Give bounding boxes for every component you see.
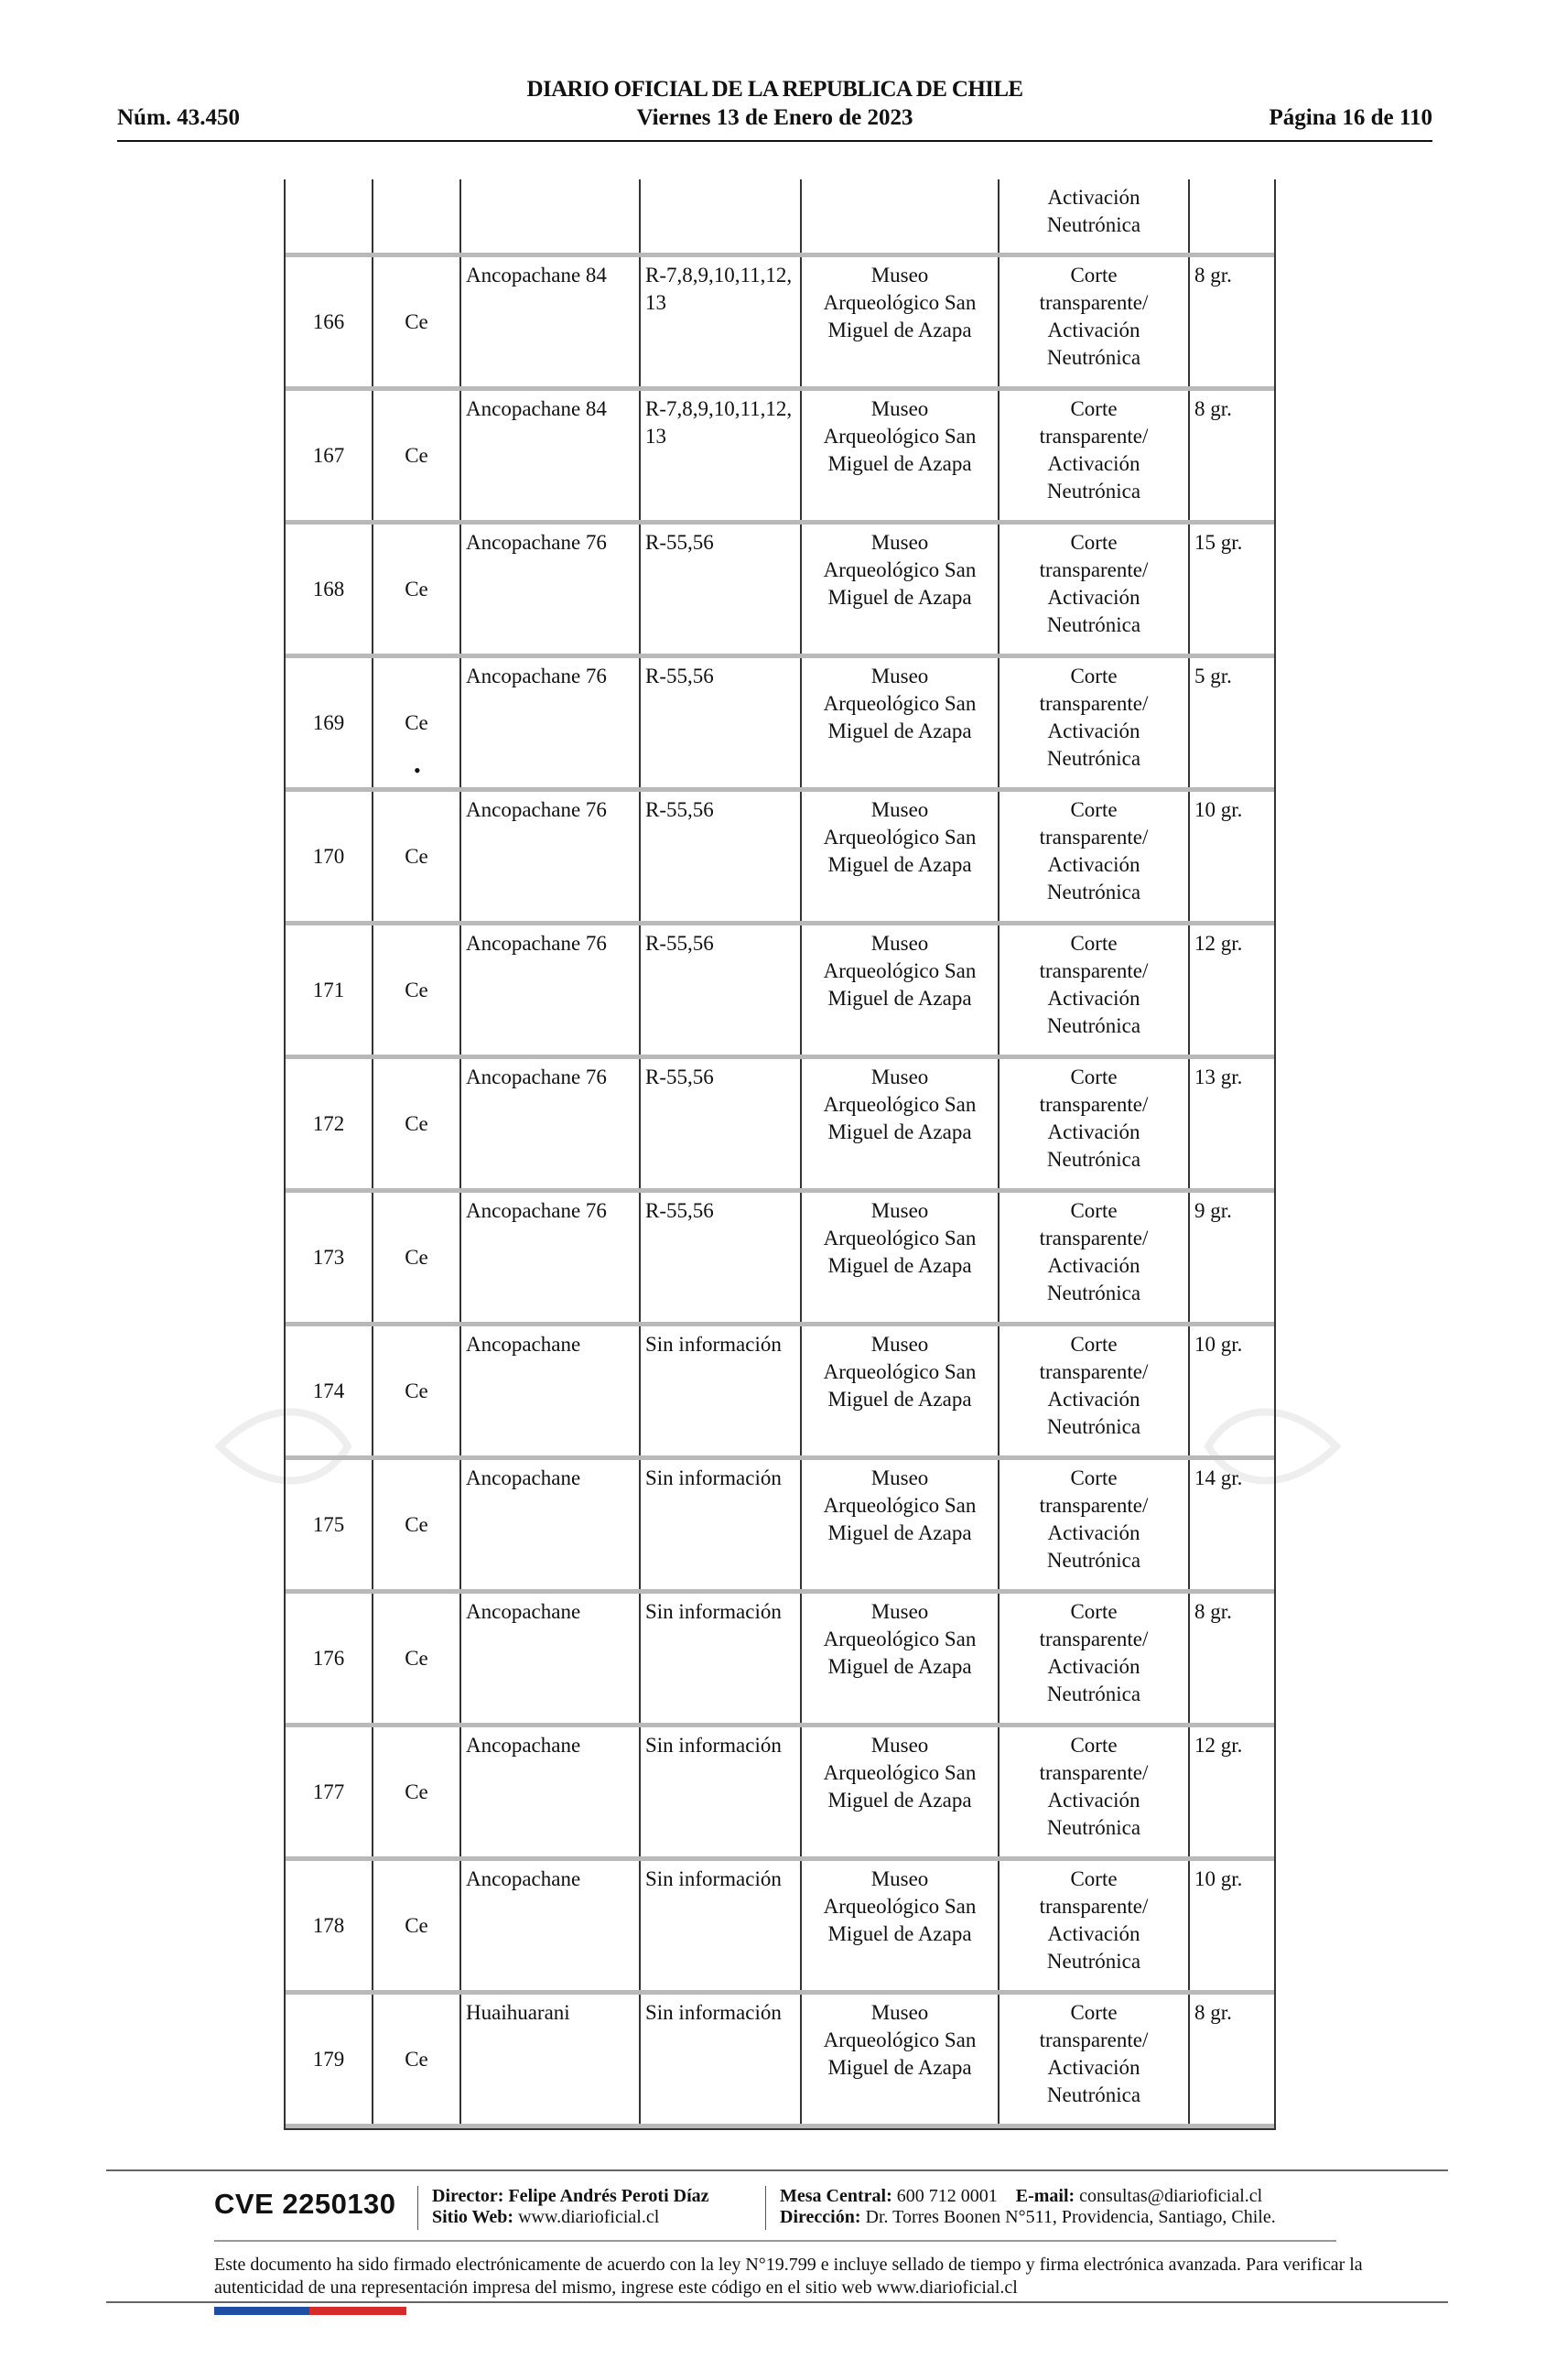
footer-separator: [417, 2186, 418, 2230]
cell-method: Corte transparente/ Activación Neutrónica: [1000, 1193, 1190, 1322]
cell-id: 168: [286, 525, 373, 654]
director-name: Felipe Andrés Peroti Díaz: [508, 2186, 709, 2206]
cell-museum: Museo Arqueológico San Miguel de Azapa: [802, 257, 1000, 386]
cell-element: Ce: [373, 1727, 461, 1856]
footer-separator: [765, 2186, 766, 2230]
table-row: [286, 257, 1274, 391]
cell-museum: Museo Arqueológico San Miguel de Azapa: [802, 1727, 1000, 1856]
cell-element: [373, 179, 461, 253]
cell-method: Corte transparente/ Activación Neutrónica: [1000, 925, 1190, 1055]
cell-site: Ancopachane 76: [461, 658, 641, 787]
cell-method: Corte transparente/ Activación Neutrónica: [1000, 792, 1190, 921]
cell-id: 169: [286, 658, 373, 787]
table-row: [286, 1059, 1274, 1193]
cell-site: Ancopachane: [461, 1326, 641, 1455]
cell-weight: 5 gr.: [1194, 665, 1232, 687]
cell-id: 171: [286, 925, 373, 1055]
cell-museum: Museo Arqueológico San Miguel de Azapa: [802, 1193, 1000, 1322]
cell-weight: 8 gr.: [1194, 264, 1232, 287]
phone: 600 712 0001: [896, 2186, 998, 2206]
cell-id: 167: [286, 391, 373, 520]
cell-reference: Sin información: [641, 1326, 802, 1455]
cell-element: Ce: [373, 1326, 461, 1455]
table-row: [286, 792, 1274, 925]
cell-site: Huaihuarani: [461, 1995, 641, 2124]
cell-weight: 8 gr.: [1194, 397, 1232, 420]
cell-weight: 10 gr.: [1194, 1867, 1243, 1890]
cell-method: Corte transparente/ Activación Neutrónica: [1000, 658, 1190, 787]
legal-notice: Este documento ha sido firmado electrónicamente de acuerdo con la ley N°19.799 e incluye sellado de tiempo y firma electrónica avanzada. Para verificar la autenticidad de una representación impresa del mismo, ingrese este código en el sitio web www.diarioficial.cl: [214, 2255, 1363, 2298]
cell-site: Ancopachane 76: [461, 792, 641, 921]
cell-museum: Museo Arqueológico San Miguel de Azapa: [802, 391, 1000, 520]
footer-rule-bottom: [106, 2301, 1448, 2303]
cell-reference: Sin información: [641, 1995, 802, 2124]
cell-id: [286, 179, 373, 253]
cell-museum: Museo Arqueológico San Miguel de Azapa: [802, 525, 1000, 654]
page-header: [117, 77, 1432, 143]
cell-method: Corte transparente/ Activación Neutrónica: [1000, 1460, 1190, 1589]
email: consultas@diarioficial.cl: [1079, 2186, 1263, 2206]
cell-weight: 14 gr.: [1194, 1466, 1243, 1489]
table-row: [286, 1193, 1274, 1326]
cell-element: Ce: [373, 1059, 461, 1188]
cell-method: Corte transparente/ Activación Neutrónica: [1000, 1059, 1190, 1188]
cell-reference: R-7,8,9,10,11,12,13: [641, 391, 802, 520]
cell-weight: 10 gr.: [1194, 1333, 1243, 1356]
cell-id: 174: [286, 1326, 373, 1455]
cell-reference: R-55,56: [641, 525, 802, 654]
cell-method: Corte transparente/ Activación Neutrónica: [1000, 1326, 1190, 1455]
cell-id: 175: [286, 1460, 373, 1589]
data-table: [284, 179, 1276, 2130]
cell-museum: Museo Arqueológico San Miguel de Azapa: [802, 1861, 1000, 1990]
footer-rule-top: [106, 2169, 1448, 2171]
table-row: [286, 658, 1274, 792]
table-row: [286, 1861, 1274, 1995]
table-row: [286, 925, 1274, 1059]
cell-element: Ce: [373, 1594, 461, 1723]
cell-method: Corte transparente/ Activación Neutrónica: [1000, 257, 1190, 386]
cell-museum: Museo Arqueológico San Miguel de Azapa: [802, 792, 1000, 921]
table-row: [286, 1995, 1274, 2128]
cell-element: Ce: [373, 1995, 461, 2124]
cell-museum: Museo Arqueológico San Miguel de Azapa: [802, 1326, 1000, 1455]
cell-museum: Museo Arqueológico San Miguel de Azapa: [802, 1594, 1000, 1723]
flag-blue-bar: [214, 2307, 309, 2315]
cell-method: Corte transparente/ Activación Neutrónica: [1000, 1861, 1190, 1990]
flag-red-bar: [309, 2307, 406, 2315]
cell-site: Ancopachane: [461, 1460, 641, 1589]
cell-reference: R-7,8,9,10,11,12,13: [641, 257, 802, 386]
cell-element: Ce: [373, 257, 461, 386]
website: www.diarioficial.cl: [518, 2207, 660, 2227]
cell-site: Ancopachane: [461, 1594, 641, 1723]
cell-weight: 9 gr.: [1194, 1199, 1232, 1222]
table-row: [286, 525, 1274, 658]
cell-id: 172: [286, 1059, 373, 1188]
cell-site: Ancopachane 84: [461, 257, 641, 386]
cell-museum: Museo Arqueológico San Miguel de Azapa: [802, 925, 1000, 1055]
cell-site: Ancopachane 76: [461, 925, 641, 1055]
cell-element: Ce: [373, 792, 461, 921]
cell-id: 178: [286, 1861, 373, 1990]
cell-site: Ancopachane: [461, 1727, 641, 1856]
cell-weight: 15 gr.: [1194, 531, 1243, 554]
cell-id: 170: [286, 792, 373, 921]
cell-method: Corte transparente/ Activación Neutrónica: [1000, 525, 1190, 654]
cell-weight: 8 gr.: [1194, 1600, 1232, 1623]
cell-method: Corte transparente/ Activación Neutrónica: [1000, 391, 1190, 520]
cell-reference: R-55,56: [641, 925, 802, 1055]
cell-weight: 12 gr.: [1194, 1734, 1243, 1757]
cell-museum: Museo Arqueológico San Miguel de Azapa: [802, 1995, 1000, 2124]
cell-museum: Museo Arqueológico San Miguel de Azapa: [802, 1059, 1000, 1188]
cell-site: Ancopachane 76: [461, 1193, 641, 1322]
cell-reference: Sin información: [641, 1727, 802, 1856]
table-row: [286, 1460, 1274, 1594]
issue-date: Viernes 13 de Enero de 2023: [636, 105, 913, 130]
table-row: [286, 391, 1274, 525]
cell-reference: [641, 179, 802, 253]
cell-element: Ce: [373, 1460, 461, 1589]
cell-site: Ancopachane: [461, 1861, 641, 1990]
table-row: [286, 1594, 1274, 1727]
cell-reference: Sin información: [641, 1460, 802, 1589]
table-row-continued: [286, 179, 1274, 257]
cell-weight: 10 gr.: [1194, 798, 1243, 821]
cell-element: Ce: [373, 525, 461, 654]
cell-reference: R-55,56: [641, 1193, 802, 1322]
cell-reference: Sin información: [641, 1861, 802, 1990]
cell-weight: 12 gr.: [1194, 932, 1243, 955]
cve-code: CVE 2250130: [214, 2188, 396, 2220]
cell-element: Ce: [373, 391, 461, 520]
cell-method: Corte transparente/ Activación Neutrónica: [1000, 1727, 1190, 1856]
cell-element: Ce •: [373, 658, 461, 787]
cell-site: Ancopachane 84: [461, 391, 641, 520]
issue-number: Núm. 43.450: [117, 105, 241, 130]
cell-id: 173: [286, 1193, 373, 1322]
cell-reference: R-55,56: [641, 1059, 802, 1188]
cell-element: Ce: [373, 1861, 461, 1990]
cell-id: 177: [286, 1727, 373, 1856]
cell-museum: Museo Arqueológico San Miguel de Azapa: [802, 658, 1000, 787]
cell-site: [461, 179, 641, 253]
cell-id: 176: [286, 1594, 373, 1723]
cell-weight: 13 gr.: [1194, 1066, 1243, 1088]
cell-element: Ce: [373, 1193, 461, 1322]
cell-reference: R-55,56: [641, 792, 802, 921]
footer-director-block: Director: Felipe Andrés Peroti Díaz Sitio Web: www.diarioficial.cl: [432, 2186, 709, 2227]
cell-site: Ancopachane 76: [461, 1059, 641, 1188]
cell-element: Ce: [373, 925, 461, 1055]
publication-title: DIARIO OFICIAL DE LA REPUBLICA DE CHILE: [526, 77, 1023, 102]
page-number: Página 16 de 110: [1269, 105, 1432, 130]
cell-method: Corte transparente/ Activación Neutrónica: [1000, 1995, 1190, 2124]
cell-site: Ancopachane 76: [461, 525, 641, 654]
header-rule: [117, 140, 1432, 142]
footer-contact-block: Mesa Central: 600 712 0001 E-mail: consultas@diarioficial.cl Dirección: Dr. Torres Boonen N°511, Providencia, Santiago, Chile.: [780, 2186, 1276, 2227]
cell-weight: 8 gr.: [1194, 2001, 1232, 2024]
cell-method: Activación Neutrónica: [1000, 179, 1190, 253]
cell-reference: R-55,56: [641, 658, 802, 787]
cell-id: 179: [286, 1995, 373, 2124]
cell-museum: Museo Arqueológico San Miguel de Azapa: [802, 1460, 1000, 1589]
cell-museum: [802, 179, 1000, 253]
footer-rule-mid: [214, 2240, 1336, 2242]
cell-method: Corte transparente/ Activación Neutrónica: [1000, 1594, 1190, 1723]
cell-weight: [1190, 179, 1274, 253]
table-row: [286, 1326, 1274, 1460]
stray-mark: •: [414, 759, 421, 782]
cell-reference: Sin información: [641, 1594, 802, 1723]
address: Dr. Torres Boonen N°511, Providencia, Santiago, Chile.: [865, 2207, 1276, 2227]
table-row: [286, 1727, 1274, 1861]
cell-id: 166: [286, 257, 373, 386]
